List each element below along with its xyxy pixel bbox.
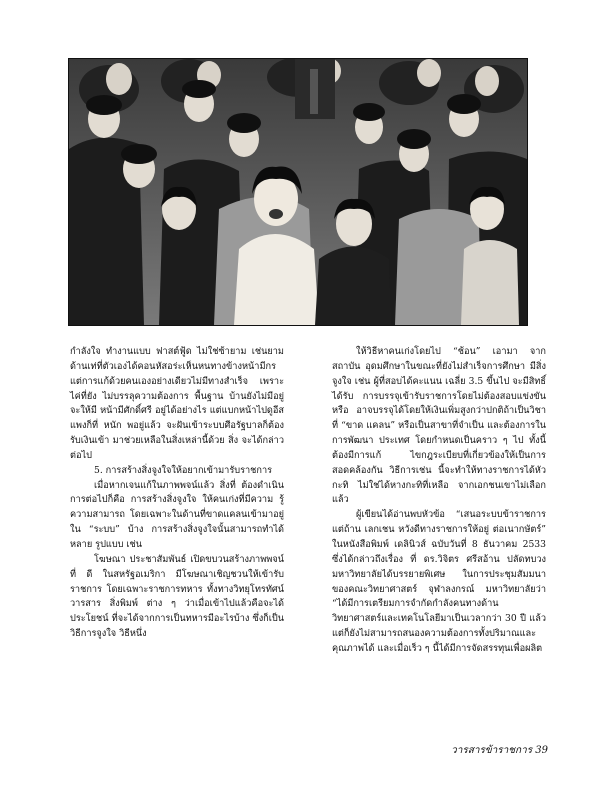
right-column xyxy=(332,345,546,657)
section-heading-5: 5. การสร้างสิ่งจูงใจให้อยากเข้ามารับราชการ xyxy=(94,464,273,476)
page-footer: วารสารข้าราชการ 39 xyxy=(451,745,548,756)
right-paragraph-2: ผู้เขียนได้อ่านพบหัวข้อ “เสนอระบบข้าราชการแต่ถ้าน เลกเชน หวังดีทางราชการให้อยู่ ต่อเนากษัตร์” ในหนังสือพิมพ์ เดลินิวส์ ฉบับวันที่ 8 ธันวาคม 2533 ซึ่งได้กล่าวถึงเรื่อง ที่ ดร.วิจิตร ศรีสอ้าน ปลัดทบวงมหาวิทยาลัยได้บรรยายพิเศษ ในการประชุมสัมมนาของคณะวิทยาศาสตร์ จุฬาลงกรณ์ มหาวิทยาลัยว่า “ได้มีการเตรียมการจำกัดกำลังคนทางด้าน วิทยาศาสตร์และเทคโนโลยีมาเป็นเวลากว่า 30 ปี แล้ว แต่ก็ยังไม่สามารถสนองความต้องการทั้งปริมาณและ คุณภาพได้ และเมื่อเร็ว ๆ นี้ได้มีการจัดสรรทุนเพื่อผลิต xyxy=(332,509,546,654)
crowd-photo-graphic xyxy=(69,59,527,325)
left-column xyxy=(70,345,284,642)
left-paragraph-1: กำลังใจ ทำงานแบบ ฟาสต์ฟู้ด ไม่ใช่ซ้ายาม เช่นยาม ด้านเท่ที่ตัวเองได้คอนหัสอร่ะเห็นหนทางข้างหน้ามีกร แต่การแก้ด้วยคนเองอย่างเดียวไม่มีทางสำเร็จ เพราะไค่ที่ยัง ไม่บรรลุความต้องการ พื้นฐาน บ้านยังไม่มีอยู่ จะให้มี หน้ามีศักดิ์ศรี อยู่ได้อย่างไร แต่แบกหน้าไปดูอีสแพงก็ที่ หนัก พอยู่แล้ว จะฝันเข้าระบบศีอรัฐบาลก็ต้องรับเงินเข้า มาช่วยเหลือในสิ่งเหล่านี้ด้วย สิ่ง จะได้กล่าวต่อไป xyxy=(70,346,284,461)
left-paragraph-2: เมื่อหากเจนแก้ในภาพพจน์แล้ว สิ่งที่ ต้องดำเนิน การต่อไปก็คือ การสร้างสิ่งจูงใจ ให้คนเก่งที่มีความ รู้ความสามารถ โดยเฉพาะในด้านที่ขาดแคลนเข้ามาอยู่ ใน “ระบบ” บ้าง การสร้างสิ่งจูงใจนั้นสามารถทำได้หลาย รูปแบบ เช่น xyxy=(70,479,284,550)
left-paragraph-3: โฆษณา ประชาสัมพันธ์ เปิดขบวนสร้างภาพพจน์ที่ ดี ในสหรัฐอเมริกา มีโฆษณาเชิญชวนให้เข้ารับราชการ โดยเฉพาะราชการทหาร ทั้งทางวิทยุโทรทัศน์วารสาร สิ่งพิมพ์ ต่าง ๆ ว่าเมื่อเข้าไปแล้วคือจะได้ ประโยชน์ ที่จะได้จากการเป็นทหารมีอะไรบ้าง ซึ่งก็เป็นวิธีการจูงใจ วิธีหนึ่ง xyxy=(70,553,284,640)
right-paragraph-1: ให้วิธีหาคนเก่งโดยไป “ช้อน” เอามา จากสถาบัน อุดมศึกษาในขณะที่ยังไม่สำเร็จการศึกษา มีสิ่งจูงใจ เช่น ผู้ที่สอบได้คะแนน เฉลี่ย 3.5 ขึ้นไป จะมีสิทธิ์ได้รับ การบรรจุเข้ารับราชการโดยไม่ต้องสอบแข่งขัน หรือ อาจบรรจุได้โดยให้เงินเพิ่มสูงกว่าปกติถ้าเป็นวิชาที่ “ขาด แคลน” หรือเป็นสาขาที่จำเป็น และต้องการในการพัฒนา ประเทศ โดยกำหนดเป็นคราว ๆ ไป ทั้งนี้ต้องมีการแก้ ไขกฎระเบียบที่เกี่ยวข้องให้เป็นการสอดคล้องกัน วิธีการเช่น นี้จะทำให้ทางราชการได้หัวกะทิ ไม่ใช่ได้หางกะทิที่เหลือ จากเอกชนเขาไม่เลือกแล้ว xyxy=(332,346,546,506)
crowd-photo xyxy=(68,58,528,326)
